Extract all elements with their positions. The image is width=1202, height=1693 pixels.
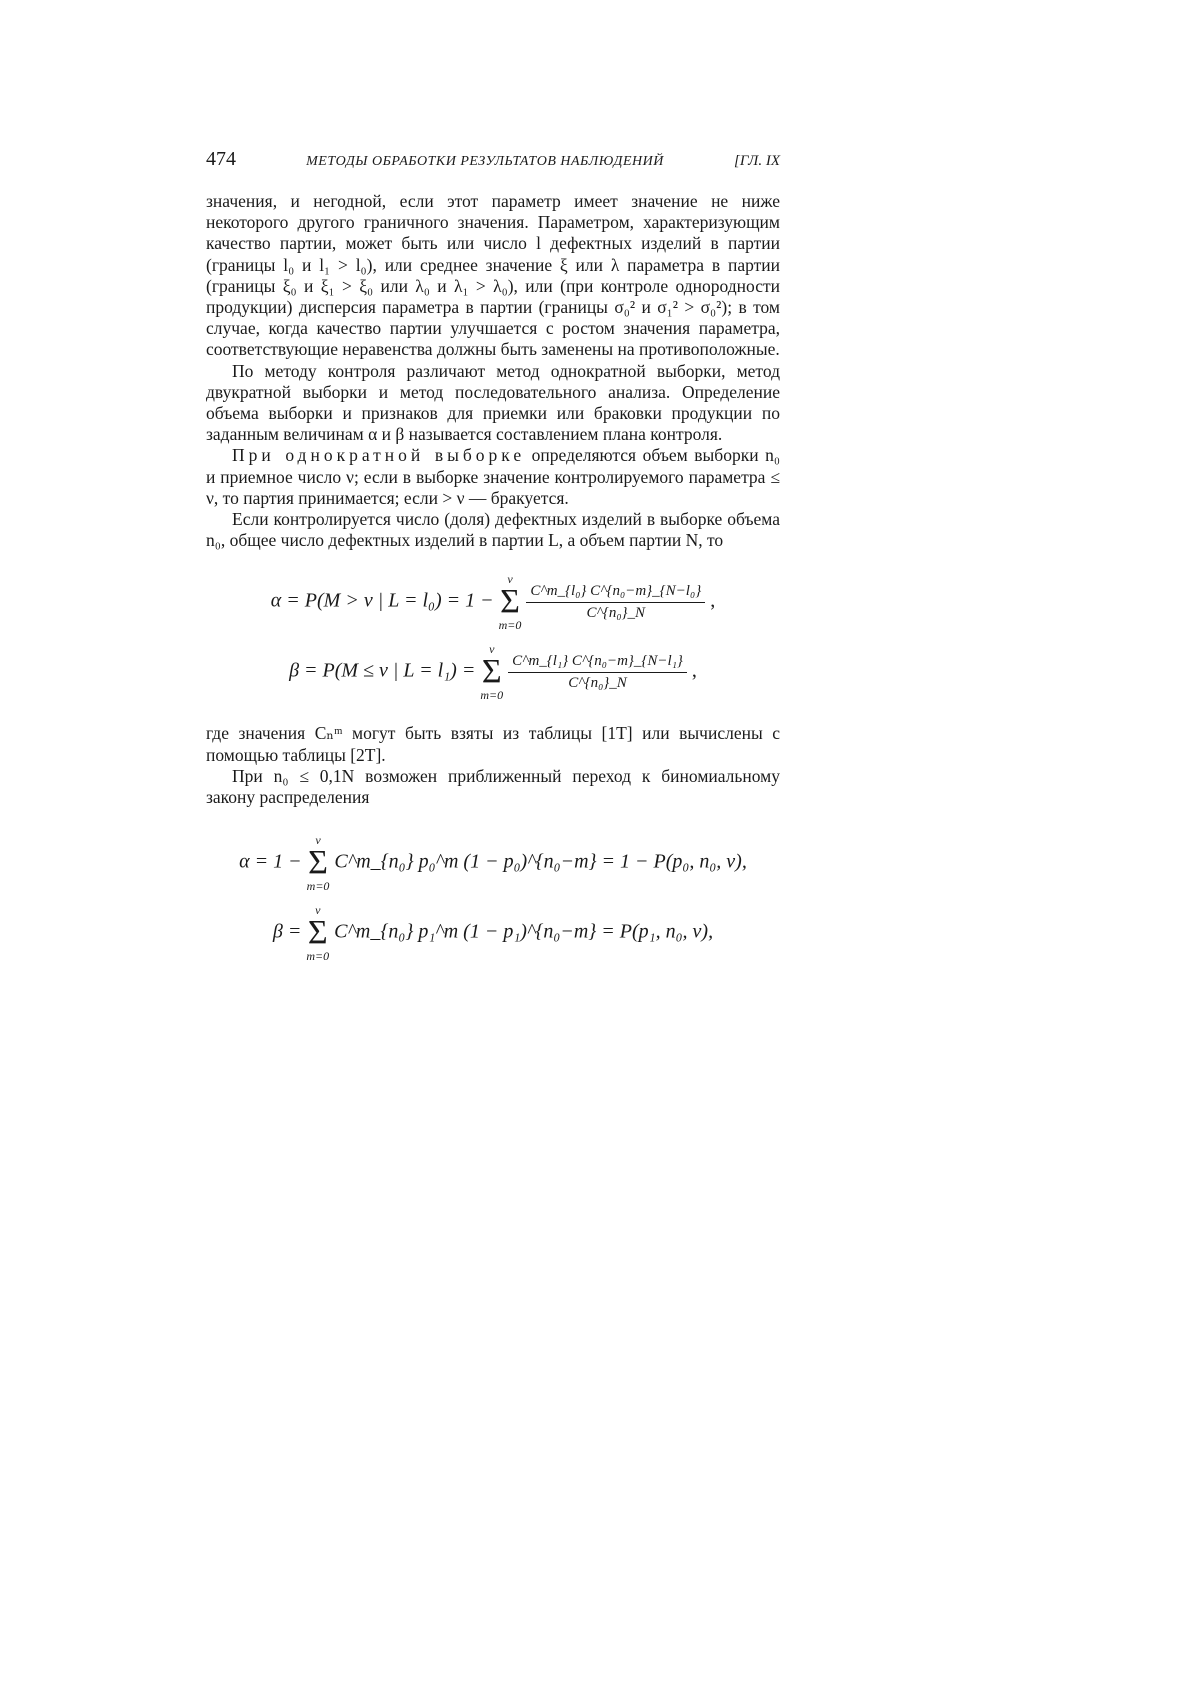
book-page <box>206 148 780 962</box>
formula-alpha-hypergeometric <box>206 573 780 631</box>
formula-3-right: C^m_{n₀} p₀^m (1 − p₀)^{n₀−m} = 1 − P(p₀, n₀, ν), <box>334 850 747 873</box>
fraction-2 <box>508 653 687 692</box>
paragraph-2: По методу контроля различают метод однократной выборки, метод двукратной выборки и метод последовательного анализа. Определение объема выборки и признаков для приемки или браковки продукции по заданным величинам α и β называется составлением плана контроля. <box>206 360 780 445</box>
page-number: 474 <box>206 148 236 170</box>
paragraph-5: где значения Cₙᵐ могут быть взяты из таблицы [1T] или вычислены с помощью таблицы [2T]. <box>206 723 780 765</box>
formula-2-left: β = P(M ≤ ν | L = l₁) = <box>289 660 476 683</box>
formula-4-left: β = <box>272 920 302 943</box>
sum-symbol-1: ν Σ m=0 <box>498 572 522 633</box>
fraction-2-numerator: C^m_{l₁} C^{n₀−m}_{N−l₁} <box>508 653 687 673</box>
paragraph-3 <box>206 445 780 509</box>
sum-symbol-3: ν Σ m=0 <box>306 833 330 894</box>
paragraph-6: При n₀ ≤ 0,1N возможен приближенный переход к биномиальному закону распределения <box>206 765 780 808</box>
formula-1-tail: , <box>710 590 716 613</box>
sum-symbol-4: ν Σ m=0 <box>306 903 330 964</box>
running-title: МЕТОДЫ ОБРАБОТКИ РЕЗУЛЬТАТОВ НАБЛЮДЕНИЙ <box>306 154 664 169</box>
formula-1-left: α = P(M > ν | L = l₀) = 1 − <box>270 590 494 613</box>
sum-symbol-2: ν Σ m=0 <box>480 642 504 703</box>
fraction-1-numerator: C^m_{l₀} C^{n₀−m}_{N−l₀} <box>526 583 705 603</box>
spaced-term: При однократной выборке <box>232 445 526 466</box>
paragraph-1: значения, и негодной, если этот параметр имеет значение не ниже некоторого другого граничного значения. Параметром, характеризующим качество партии, может быть или число l дефектных изделий в партии (границы l₀ и l₁ > l₀), или среднее значение ξ или λ параметра в партии (границы ξ₀ и ξ₁ > ξ₀ или λ₀ и λ₁ > λ₀), или (при контроле однородности продукции) дисперсия параметра в партии (границы σ₀² и σ₁² > σ₀²); в том случае, когда качество партии улучшается с ростом значения параметра, соответствующие неравенства должны быть заменены на противоположные. <box>206 191 780 360</box>
formula-beta-hypergeometric <box>206 643 780 701</box>
page-header <box>206 148 780 171</box>
formula-beta-binomial <box>206 904 780 962</box>
fraction-1-denominator: C^{n₀}_N <box>586 604 646 621</box>
fraction-1 <box>526 583 705 622</box>
formula-2-tail: , <box>691 660 697 683</box>
formula-3-left: α = 1 − <box>239 850 302 873</box>
fraction-2-denominator: C^{n₀}_N <box>568 674 627 691</box>
paragraph-3-rest: определяются объем выборки n₀ и приемное число ν; если в выборке значение контролируемого параметра ≤ ν, то партия принимается; если > ν — бракуется. <box>206 445 780 508</box>
chapter-label: [ГЛ. IX <box>734 153 780 169</box>
paragraph-4: Если контролируется число (доля) дефектных изделий в выборке объема n₀, общее число дефектных изделий в партии L, а объем партии N, то <box>206 509 780 551</box>
formula-4-right: C^m_{n₀} p₁^m (1 − p₁)^{n₀−m} = P(p₁, n₀, ν), <box>334 920 714 943</box>
formula-alpha-binomial <box>206 834 780 892</box>
